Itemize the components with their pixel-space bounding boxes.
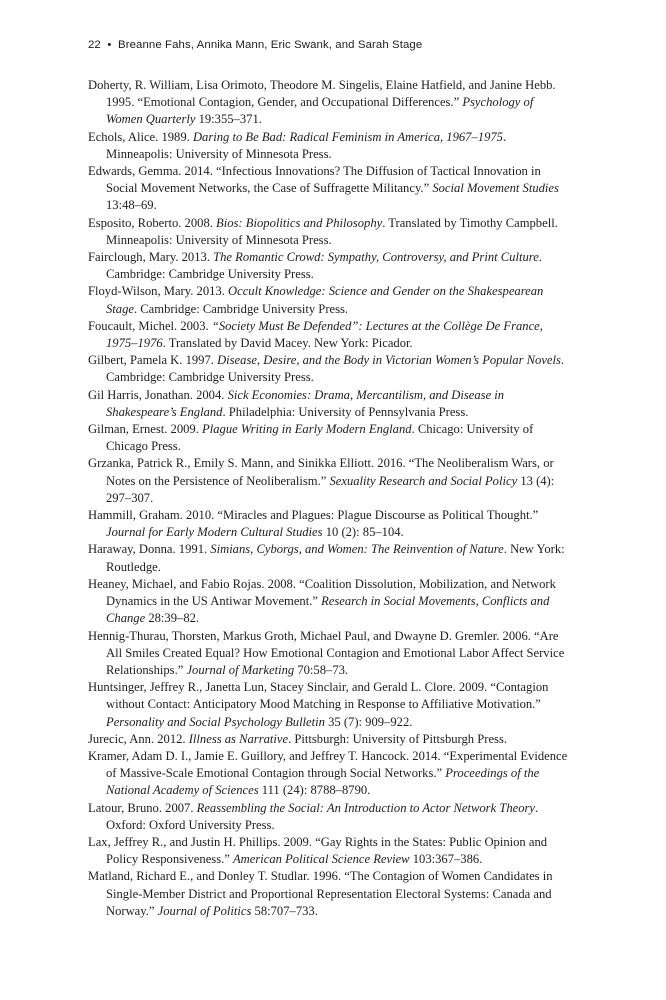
reference-text: 13:48–69. (106, 198, 157, 213)
reference-text: . New York: Routledge. (106, 542, 565, 574)
reference-entry (88, 679, 570, 731)
reference-entry (88, 421, 570, 455)
reference-text: 111 (24): 8788–8790. (258, 783, 371, 798)
reference-text: 28:39–82. (145, 611, 200, 626)
reference-text: 103:367–386. (409, 852, 483, 867)
reference-text: Haraway, Donna. 1991. (88, 542, 211, 557)
reference-text: Foucault, Michel. 2003. (88, 318, 212, 333)
reference-text: 13 (4): 297–307. (106, 473, 555, 505)
reference-entry (88, 77, 570, 129)
reference-text: 19:355–371. (195, 112, 262, 127)
reference-text: . Philadelphia: University of Pennsylvania Press. (222, 404, 469, 419)
running-head-authors: Breanne Fahs, Annika Mann, Eric Swank, and Sarah Stage (118, 39, 423, 51)
reference-text: . Pittsburgh: University of Pittsburgh Press. (288, 731, 507, 746)
reference-title-italic: Journal of Marketing (186, 662, 295, 677)
reference-text: Floyd-Wilson, Mary. 2013. (88, 284, 229, 299)
reference-text: Doherty, R. William, Lisa Orimoto, Theodore M. Singelis, Elaine Hatfield, and Janine Hebb. 1995. “Emotional Contagion, Gender, and Occupational Differences.” (88, 78, 556, 110)
reference-entry (88, 387, 570, 421)
reference-text: Latour, Bruno. 2007. (88, 800, 197, 815)
reference-entry (88, 318, 570, 352)
reference-entry (88, 748, 570, 800)
reference-text: . Oxford: Oxford University Press. (106, 800, 539, 832)
reference-entry (88, 541, 570, 575)
reference-entry (88, 249, 570, 283)
reference-text: . Cambridge: Cambridge University Press. (133, 301, 349, 316)
reference-entry (88, 800, 570, 834)
reference-title-italic: Disease, Desire, and the Body in Victorian Women’s Popular Novels (217, 353, 561, 368)
reference-title-italic: American Political Science Review (232, 852, 410, 867)
page-number: 22 (88, 39, 101, 51)
reference-text: . Cambridge: Cambridge University Press. (106, 353, 565, 385)
reference-title-italic: Reassembling the Social: An Introduction to Actor Network Theory (196, 800, 535, 815)
reference-text: Lax, Jeffrey R., and Justin H. Phillips. 2009. “Gay Rights in the States: Public Opinion and Policy Responsiveness.” (88, 834, 548, 867)
reference-text: 58:707–733. (251, 903, 318, 918)
reference-title-italic: Social Movement Studies (432, 181, 559, 196)
reference-text: Gilbert, Pamela K. 1997. (88, 353, 218, 368)
reference-title-italic: “Society Must Be Defended”: Lectures at the Collège De France, 1975–1976 (106, 318, 543, 351)
running-head (88, 39, 422, 51)
running-head-separator: • (107, 39, 112, 51)
reference-text: Fairclough, Mary. 2013. (88, 250, 214, 265)
reference-text: Hennig-Thurau, Thorsten, Markus Groth, Michael Paul, and Dwayne D. Gremler. 2006. “Are All Smiles Created Equal? How Emotional Contagion and Emotional Labor Affect Service Relationships.” (88, 628, 565, 677)
reference-text: . Chicago: University of Chicago Press. (106, 422, 534, 454)
reference-text: 35 (7): 909–922. (324, 714, 413, 729)
reference-text: . Minneapolis: University of Minnesota Press. (106, 129, 507, 161)
reference-entry (88, 215, 570, 249)
reference-title-italic: Bios: Biopolitics and Philosophy (216, 215, 383, 230)
reference-title-italic: Psychology of Women Quarterly (106, 95, 534, 127)
reference-entry (88, 455, 570, 507)
reference-title-italic: Sexuality Research and Social Policy (329, 473, 518, 488)
reference-text: 70:58–73. (294, 662, 349, 677)
reference-title-italic: Journal of Politics (157, 903, 252, 918)
reference-title-italic: Daring to Be Bad: Radical Feminism in America, 1967–1975 (192, 129, 503, 144)
reference-list (88, 77, 570, 920)
reference-text: Esposito, Roberto. 2008. (88, 215, 217, 230)
reference-title-italic: Plague Writing in Early Modern England (202, 422, 412, 437)
reference-text: Grzanka, Patrick R., Emily S. Mann, and Sinikka Elliott. 2016. “The Neoliberalism Wars, or Notes on the Persistence of Neoliberalism.” (88, 456, 554, 488)
reference-text: . Cambridge: Cambridge University Press. (106, 250, 542, 282)
reference-title-italic: Personality and Social Psychology Bulletin (106, 714, 325, 729)
reference-text: Echols, Alice. 1989. (88, 129, 193, 144)
reference-entry (88, 129, 570, 163)
reference-text: Matland, Richard E., and Donley T. Studlar. 1996. “The Contagion of Women Candidates in Single-Member District and Proportional Representation Electoral Systems: Canada and Norway.” (88, 869, 553, 918)
reference-title-italic: The Romantic Crowd: Sympathy, Controversy, and Print Culture (213, 250, 539, 265)
reference-entry (88, 352, 570, 386)
reference-text: Huntsinger, Jeffrey R., Janetta Lun, Stacey Sinclair, and Gerald L. Clore. 2009. “Contagion without Contact: Anticipatory Mood Matching in Response to Affiliative Motivation.” (88, 680, 549, 712)
reference-entry (88, 731, 570, 748)
reference-title-italic: Occult Knowledge: Science and Gender on the Shakespearean Stage (106, 284, 544, 316)
reference-text: Kramer, Adam D. I., Jamie E. Guillory, and Jeffrey T. Hancock. 2014. “Experimental Evidence of Massive-Scale Emotional Contagion through Social Networks.” (88, 748, 568, 781)
reference-text: Jurecic, Ann. 2012. (88, 731, 189, 746)
reference-entry (88, 283, 570, 317)
reference-title-italic: Sick Economies: Drama, Mercantilism, and Disease in Shakespeare’s England (106, 387, 505, 419)
reference-entry (88, 163, 570, 215)
reference-text: Edwards, Gemma. 2014. “Infectious Innovations? The Diffusion of Tactical Innovation in Social Movement Networks, the Case of Suffragette Militancy.” (88, 164, 541, 196)
reference-entry (88, 507, 570, 541)
reference-text: Gil Harris, Jonathan. 2004. (88, 387, 228, 402)
reference-text: Hammill, Graham. 2010. “Miracles and Plagues: Plague Discourse as Political Thought.” (88, 508, 539, 523)
reference-entry (88, 628, 570, 680)
reference-entry (88, 576, 570, 628)
reference-entry (88, 834, 570, 868)
reference-title-italic: Proceedings of the National Academy of Sciences (106, 766, 540, 798)
reference-entry (88, 868, 570, 920)
reference-title-italic: Simians, Cyborgs, and Women: The Reinvention of Nature (210, 542, 504, 557)
reference-title-italic: Illness as Narrative (188, 731, 289, 746)
reference-text: . Translated by David Macey. New York: Picador. (162, 336, 413, 351)
reference-text: . Translated by Timothy Campbell. Minneapolis: University of Minnesota Press. (106, 215, 558, 247)
reference-text: Heaney, Michael, and Fabio Rojas. 2008. “Coalition Dissolution, Mobilization, and Network Dynamics in the US Antiwar Movement.” (88, 576, 556, 609)
reference-title-italic: Journal for Early Modern Cultural Studies (106, 525, 323, 540)
reference-text: 10 (2): 85–104. (322, 525, 404, 540)
reference-text: Gilman, Ernest. 2009. (88, 422, 203, 437)
reference-title-italic: Research in Social Movements, Conflicts and Change (106, 594, 550, 626)
